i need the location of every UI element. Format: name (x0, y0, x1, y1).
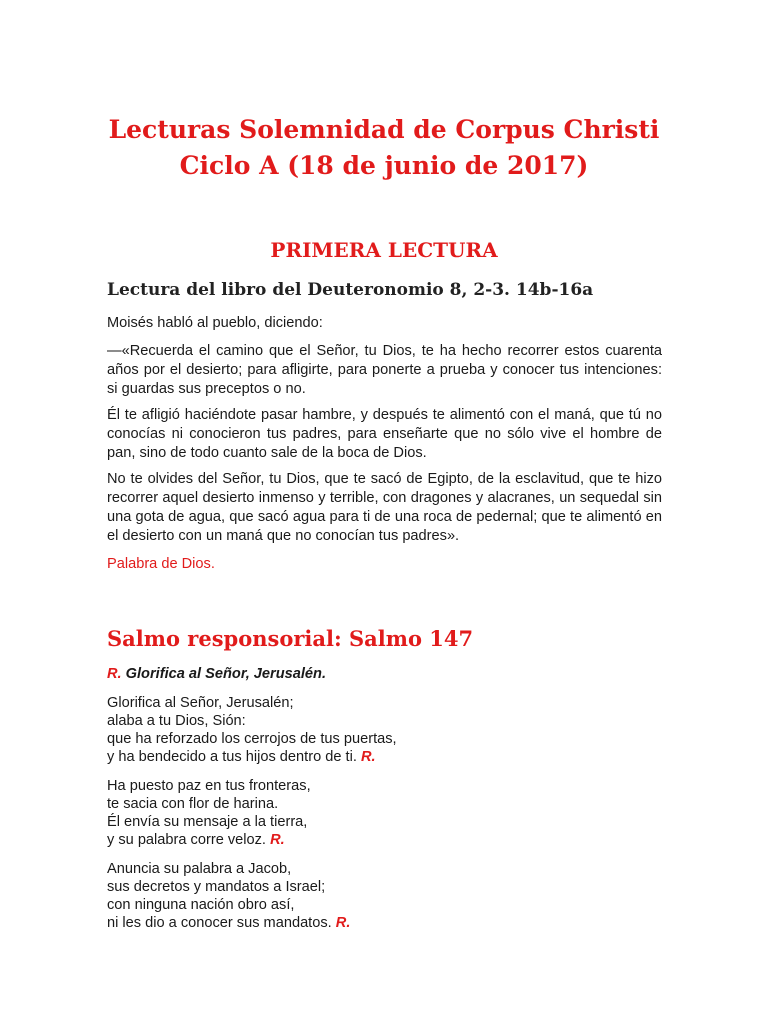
stanza-line: que ha reforzado los cerrojos de tus puertas, (107, 731, 397, 747)
reading-paragraph-2: —«Recuerda el camino que el Señor, tu Dios, te ha hecho recorrer estos cuarenta años por el desierto; para afligirte, para ponerte a prueba y conocer tus intenciones: si guardas sus preceptos o no. (107, 343, 662, 397)
psalm-response (107, 665, 326, 684)
stanza-line-last (107, 831, 311, 849)
stanza-line-last (107, 914, 350, 932)
stanza-line: Anuncia su palabra a Jacob, (107, 861, 292, 877)
stanza-line-last (107, 748, 397, 766)
reading-paragraph-4: No te olvides del Señor, tu Dios, que te sacó de Egipto, de la esclavitud, que te hizo recorrer aquel desierto inmenso y terrible, con dragones y alacranes, un sequedal sin una gota de agua, que sacó agua para ti de una roca de pedernal; que te alimentó en el desierto con un maná que no conocían tus padres». (107, 471, 662, 544)
response-mark: R. (360, 749, 376, 765)
reading-closing: Palabra de Dios. (107, 556, 215, 572)
reading-paragraph-3: Él te afligió haciéndote pasar hambre, y después te alimentó con el maná, que tú no conocías ni conocieron tus padres, para enseñarte que no sólo vive el hombre de pan, sino de todo cuanto sale de la boca de Dios. (107, 407, 662, 461)
psalm-stanza-3 (107, 860, 350, 932)
primera-lectura-heading: PRIMERA LECTURA (270, 238, 498, 262)
stanza-line: Ha puesto paz en tus fronteras, (107, 778, 311, 794)
psalm-stanza-1 (107, 694, 397, 766)
stanza-line: Glorifica al Señor, Jerusalén; (107, 695, 294, 711)
stanza-line-text: ni les dio a conocer sus mandatos. (107, 915, 332, 931)
stanza-line-text: y ha bendecido a tus hijos dentro de ti. (107, 749, 357, 765)
response-text: Glorifica al Señor, Jerusalén. (125, 666, 326, 682)
response-mark: R. (270, 832, 285, 848)
salmo-heading: Salmo responsorial: Salmo 147 (107, 626, 474, 651)
stanza-line: sus decretos y mandatos a Israel; (107, 879, 326, 895)
reading-source: Lectura del libro del Deuteronomio 8, 2-3. 14b-16a (107, 280, 594, 300)
page-title: Lecturas Solemnidad de Corpus Christi Ciclo A (18 de junio de 2017) (108, 115, 660, 180)
reading-paragraph-1: Moisés habló al pueblo, diciendo: (107, 315, 323, 331)
stanza-line: te sacia con flor de harina. (107, 796, 279, 812)
response-mark: R. (335, 915, 351, 931)
response-mark: R. (107, 666, 122, 682)
psalm-stanza-2 (107, 777, 311, 849)
stanza-line: Él envía su mensaje a la tierra, (107, 814, 308, 830)
stanza-line: alaba a tu Dios, Sión: (107, 713, 246, 729)
stanza-line: con ninguna nación obro así, (107, 897, 295, 913)
stanza-line-text: y su palabra corre veloz. (107, 832, 266, 848)
